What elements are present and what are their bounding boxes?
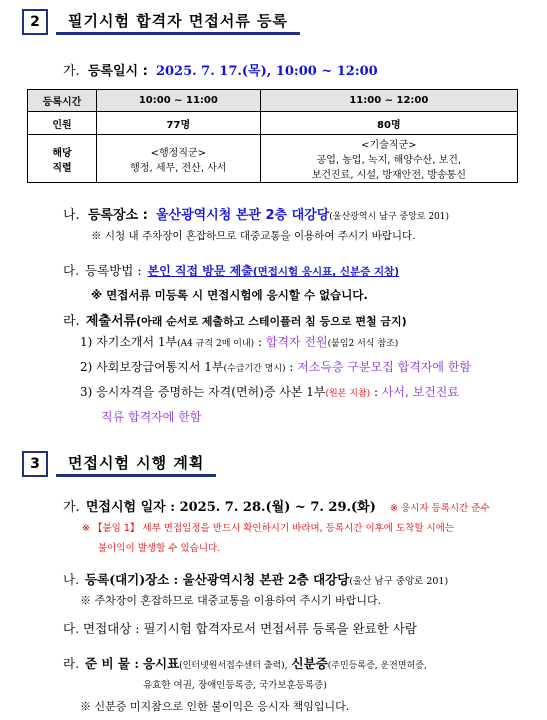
- table-row: [28, 112, 518, 135]
- item-prefix: 라.: [63, 656, 80, 671]
- section-3-header: [22, 451, 216, 477]
- table-cell: 80명: [260, 112, 517, 135]
- item-text: 2) 사회보장급여통지서 1부: [80, 360, 224, 374]
- waiting-place-address: (울산 남구 중앙로 201): [349, 576, 449, 587]
- registration-warning: ※ 면접서류 미등록 시 면접시험에 응시할 수 없습니다.: [91, 288, 368, 302]
- item-prefix: 가.: [63, 64, 80, 79]
- item-prefix: 다.: [63, 263, 80, 278]
- item-text: 1) 자기소개서 1부: [80, 335, 178, 349]
- row-label-line: 해당: [52, 147, 72, 159]
- section-2-title: 필기시험 합격자 면접서류 등록: [56, 9, 300, 35]
- method-extra: (면접시험 응시표, 신분증 지참): [252, 266, 400, 278]
- interview-target-line: 다. 면접대상 : 필기시험 합격자로서 면접서류 등록을 완료한 사람: [63, 621, 417, 636]
- item-sep: :: [285, 360, 298, 374]
- table-header-cell: 10:00 ~ 11:00: [97, 90, 261, 112]
- section-2-number: 2: [22, 9, 48, 35]
- table-cell: [97, 135, 261, 183]
- item-text: 3) 응시자격을 증명하는 자격(면허)증 사본 1부: [80, 385, 326, 399]
- required-items-label: 준 비 물 :: [85, 656, 139, 671]
- parking-note-2: ※ 주차장이 혼잡하므로 대중교통을 이용하여 주시기 바랍니다.: [80, 594, 382, 607]
- section-2-header: [22, 9, 300, 35]
- document-item-1: [80, 333, 398, 350]
- required-item-1: 응시표: [142, 656, 180, 671]
- required-item-1-note: (인터넷원서접수센터 출력),: [179, 661, 288, 671]
- submission-documents-label: 제출서류: [85, 314, 137, 329]
- submission-documents-line: [63, 310, 407, 329]
- table-row: [28, 135, 518, 183]
- parking-note: ※ 시청 내 주차장이 혼잡하므로 대중교통을 이용하여 주시기 바랍니다.: [91, 230, 416, 242]
- registration-place-address: (울산광역시 남구 중앙로 201): [329, 212, 450, 222]
- waiting-place-line: [63, 570, 448, 588]
- registration-method-value: [148, 264, 400, 278]
- table-header-row: [28, 90, 518, 112]
- item-target: 사서, 보건진료: [381, 385, 459, 399]
- id-card-note: ※ 신분증 미지참으로 인한 불이익은 응시자 책임입니다.: [80, 700, 350, 713]
- cell-line: <기술직군>: [361, 140, 417, 151]
- document-item-2: [80, 358, 471, 375]
- cell-line: <행정직군>: [150, 147, 207, 159]
- item-note: (원본 지참): [325, 389, 371, 399]
- interview-date-line: [63, 496, 490, 515]
- table-header-cell: 11:00 ~ 12:00: [260, 90, 517, 112]
- row-label-line: 직렬: [52, 162, 72, 174]
- table-header-cell: 등록시간: [28, 90, 97, 112]
- registration-datetime-line: [63, 60, 378, 79]
- section-3-number: 3: [22, 451, 48, 477]
- required-items-line: [63, 654, 427, 672]
- table-cell: 77명: [97, 112, 261, 135]
- registration-place-line: [63, 204, 449, 223]
- cell-line: 공업, 농업, 녹지, 해양수산, 보건,: [316, 155, 462, 166]
- item-sep: :: [254, 335, 266, 349]
- cell-line: 행정, 세무, 전산, 사서: [130, 162, 227, 174]
- item-prefix: 나.: [63, 572, 80, 587]
- registration-datetime-label: 등록일시 :: [87, 64, 148, 79]
- document-item-3: [80, 383, 459, 400]
- submission-documents-extra: (아래 순서로 제출하고 스테이플러 침 등으로 편철 금지): [136, 315, 407, 328]
- interview-schedule-note: ※ 【붙임 1】 세부 면접일정을 반드시 확인하시기 바라며, 등록시간 이후에 도착할 시에는: [82, 523, 455, 534]
- registration-method-line: [63, 261, 399, 279]
- required-item-2: 신분증: [291, 656, 328, 671]
- interview-schedule-note-continued: 불이익이 발생할 수 있습니다.: [98, 543, 221, 554]
- item-target: 저소득층 구분모집 합격자에 한함: [297, 360, 471, 374]
- item-prefix: 나.: [63, 208, 80, 223]
- interview-date-label: 면접시험 일자 : 2025. 7. 28.(월) ~ 7. 29.(화): [85, 500, 376, 515]
- table-row-label: 인원: [28, 112, 97, 135]
- registration-place-label: 등록장소 :: [87, 208, 148, 223]
- item-prefix: 가.: [63, 500, 80, 515]
- registration-place-value: 울산광역시청 본관 2층 대강당: [155, 208, 330, 223]
- item-note: (수급기간 명시): [223, 364, 286, 374]
- item-sep: :: [370, 385, 382, 399]
- required-item-2-note: (주민등록증, 운전면허증,: [327, 661, 427, 671]
- required-items-continued: 유효한 여권, 장애인등록증, 국가보훈등록증): [143, 680, 327, 691]
- waiting-place-label: 등록(대기)장소 : 울산광역시청 본관 2층 대강당: [85, 572, 350, 587]
- item-prefix: 라.: [63, 314, 80, 329]
- item-note: (A4 규격 2매 이내): [177, 339, 255, 349]
- section-3-title: 면접시험 시행 계획: [56, 451, 216, 477]
- registration-datetime-value: 2025. 7. 17.(목), 10:00 ~ 12:00: [155, 64, 378, 79]
- method-text: 본인 직접 방문 제출: [147, 264, 253, 278]
- item-target: 합격자 전원: [265, 335, 328, 349]
- document-item-3-continued: 직류 합격자에 한함: [101, 410, 202, 424]
- registration-schedule-table: [27, 89, 518, 183]
- table-row-label: [28, 135, 97, 183]
- interview-date-note: ※ 응시자 등록시간 준수: [390, 503, 490, 514]
- cell-line: 보건진료, 시설, 방재안전, 방송통신: [311, 170, 466, 181]
- item-note: (붙임2 서식 참조): [327, 339, 399, 349]
- table-cell: [260, 135, 517, 183]
- registration-method-label: 등록방법 :: [85, 263, 142, 278]
